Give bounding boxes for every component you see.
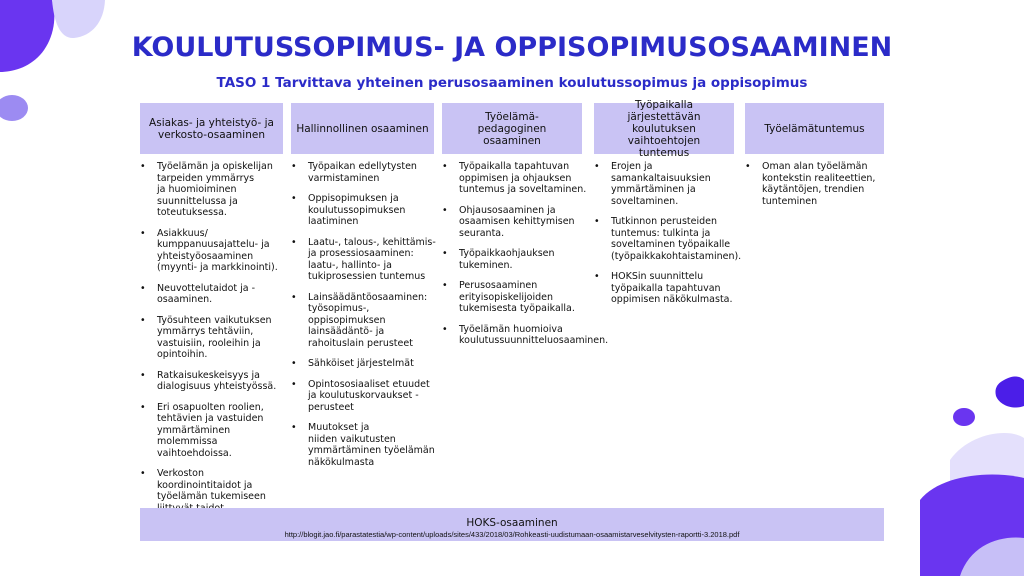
page-subtitle: TASO 1 Tarvittava yhteinen perusosaaminen koulutussopimus ja oppisopimus: [216, 75, 808, 91]
column-header-tyoelamapedagoginen: Työelämä- pedagoginen osaaminen: [442, 103, 582, 154]
list-item: • Oppisopimuksen ja koulutussopimuksen laatiminen: [291, 193, 441, 228]
list-item: • Oman alan työelämän kontekstin realiteettien, käytäntöjen, trendien tunteminen: [745, 161, 885, 207]
hoks-title: HOKS-osaaminen: [466, 517, 558, 529]
column-list-asiakas: [140, 161, 285, 523]
list-item: • Erojen ja samankaltaisuuksien ymmärtäminen ja soveltaminen.: [594, 161, 746, 207]
list-item: • Lainsäädäntöosaaminen: työsopimus-, oppisopimuksen lainsäädäntö- ja rahoituslain perusteet: [291, 292, 441, 350]
list-item: • Asiakkuus/ kumppanuusajattelu- ja yhteistyöosaaminen (myynti- ja markkinointi).: [140, 228, 285, 274]
decorative-blob-bottom-right: [900, 360, 1024, 576]
column-header-vaihtoehtojen-tuntemus: Työpaikalla järjestettävän koulutuksen vaihtoehtojen tuntemus: [594, 103, 734, 154]
list-item: • Laatu-, talous-, kehittämis- ja prosessiosaaminen: laatu-, hallinto- ja tukiprosessien tuntemus: [291, 237, 441, 283]
list-item: • Tutkinnon perusteiden tuntemus: tulkinta ja soveltaminen työpaikalle (työpaikkakohtaistaminen).: [594, 216, 746, 262]
page-title: KOULUTUSSOPIMUS- JA OPPISOPIMUSOSAAMINEN: [131, 32, 893, 63]
list-item: • Ratkaisukeskeisyys ja dialogisuus yhteistyössä.: [140, 370, 285, 393]
list-item: • Työpaikan edellytysten varmistaminen: [291, 161, 441, 184]
list-item: • HOKSin suunnittelu työpaikalla tapahtuvan oppimisen näkökulmasta.: [594, 271, 746, 306]
list-item: • Työelämän ja opiskelijan tarpeiden ymmärrys ja huomioiminen suunnittelussa ja toteutuksessa.: [140, 161, 285, 219]
column-header-hallinnollinen: Hallinnollinen osaaminen: [291, 103, 434, 154]
list-item: • Muutokset ja niiden vaikutusten ymmärtäminen työelämän näkökulmasta: [291, 422, 441, 468]
list-item: • Opintososiaaliset etuudet ja koulutuskorvaukset - perusteet: [291, 379, 441, 414]
column-list-tyoelamatuntemus: [745, 161, 885, 216]
column-header-asiakas: Asiakas- ja yhteistyö- ja verkosto-osaaminen: [140, 103, 283, 154]
column-list-vaihtoehtojen-tuntemus: [594, 161, 746, 315]
list-item: • Työelämän huomioiva koulutussuunnitteluosaaminen.: [442, 324, 607, 347]
column-header-tyoelamatuntemus: Työelämätuntemus: [745, 103, 884, 154]
hoks-footer-bar: [140, 508, 884, 541]
decorative-blob-top-left: [0, 0, 110, 130]
source-url[interactable]: http://blogit.jao.fi/parastatestia/wp-content/uploads/sites/433/2018/03/Rohkeasti-uudistumaan-osaamistarveselvitysten-raportti-3.2018.pdf: [284, 530, 740, 539]
list-item: • Työsuhteen vaikutuksen ymmärrys tehtäviin, vastuisiin, rooleihin ja opintoihin.: [140, 315, 285, 361]
list-item: • Työpaikkaohjauksen tukeminen.: [442, 248, 607, 271]
list-item: • Ohjausosaaminen ja osaamisen kehittymisen seuranta.: [442, 205, 607, 240]
list-item: • Verkoston koordinointitaidot ja työelämän tukemiseen: [140, 468, 285, 514]
list-item: • Neuvottelutaidot ja - osaaminen.: [140, 283, 285, 306]
column-list-hallinnollinen: [291, 161, 441, 477]
list-item: • Eri osapuolten roolien, tehtävien ja vastuiden ymmärtäminen molemmissa vaihtoehdoissa.: [140, 402, 285, 460]
column-list-tyoelamapedagoginen: [442, 161, 607, 356]
list-item: • Sähköiset järjestelmät: [291, 358, 441, 370]
list-item: • Työpaikalla tapahtuvan oppimisen ja ohjauksen tuntemus ja soveltaminen.: [442, 161, 607, 196]
list-item: • Perusosaaminen erityisopiskelijoiden tukemisesta työpaikalla.: [442, 280, 607, 315]
